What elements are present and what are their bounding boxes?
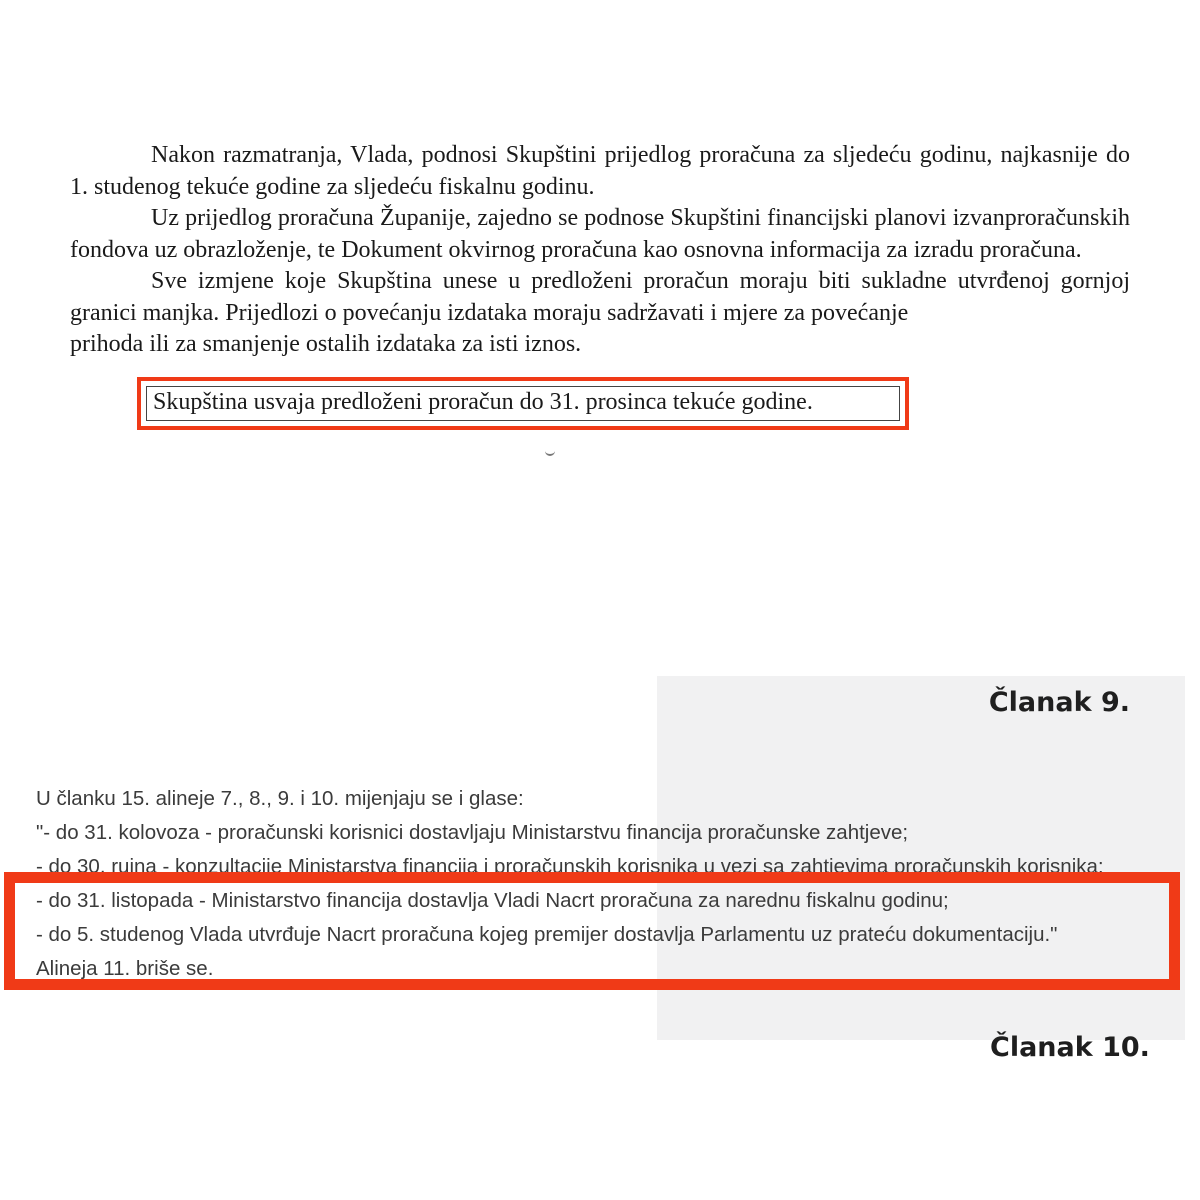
paragraph-2: Uz prijedlog proračuna Županije, zajedno se podnose Skupštini financijski planovi izvanproračunskih fondova uz obrazloženje, te Dokument okvirnog proračuna kao osnovna informacija za izradu proračuna. — [70, 205, 1130, 263]
paragraph-3-cut-line — [70, 329, 1130, 357]
amendment-line-3: - do 31. listopada - Ministarstvo financija dostavlja Vladi Nacrt proračuna za narednu fiskalnu godinu; — [36, 889, 949, 912]
highlighted-sentence: Skupština usvaja predloženi proračun do 31. prosinca tekuće godine. — [146, 386, 900, 421]
cut-line-text: prihoda ili za smanjenje ostalih izdataka za isti iznos. — [70, 331, 582, 357]
stray-mark — [545, 448, 555, 456]
amendment-line-1: "- do 31. kolovoza - proračunski korisnici dostavljaju Ministarstvu financija proračunske zahtjeve; — [36, 821, 909, 844]
amendment-line-2: - do 30. rujna - konzultacije Ministarstva financija i proračunskih korisnika u vezi sa zahtjevima proračunskih korisnika; — [36, 855, 1104, 878]
paragraph-3: Sve izmjene koje Skupština unese u predloženi proračun moraju biti sukladne utvrđenoj gornjoj granici manjka. Prijedlozi o povećanju izdataka moraju sadržavati i mjere za povećanje — [70, 268, 1130, 326]
next-heading-clip — [990, 1031, 1150, 1063]
amendment-text — [36, 782, 1186, 986]
document-excerpt — [70, 140, 1130, 357]
article-heading: Članak 9. — [988, 687, 1130, 718]
paragraph-1: Nakon razmatranja, Vlada, podnosi Skupštini prijedlog proračuna za sljedeću godinu, najkasnije do 1. studenog tekuće godine za sljedeću fiskalnu godinu. — [70, 142, 1130, 200]
next-article-heading: Članak 10. — [990, 1032, 1150, 1063]
amendment-intro: U članku 15. alineje 7., 8., 9. i 10. mijenjaju se i glase: — [36, 787, 524, 810]
amendment-line-4: - do 5. studenog Vlada utvrđuje Nacrt proračuna kojeg premijer dostavlja Parlamentu uz prateću dokumentaciju." — [36, 923, 1058, 946]
highlight-box-top — [137, 377, 909, 430]
amendment-line-5: Alineja 11. briše se. — [36, 957, 214, 980]
